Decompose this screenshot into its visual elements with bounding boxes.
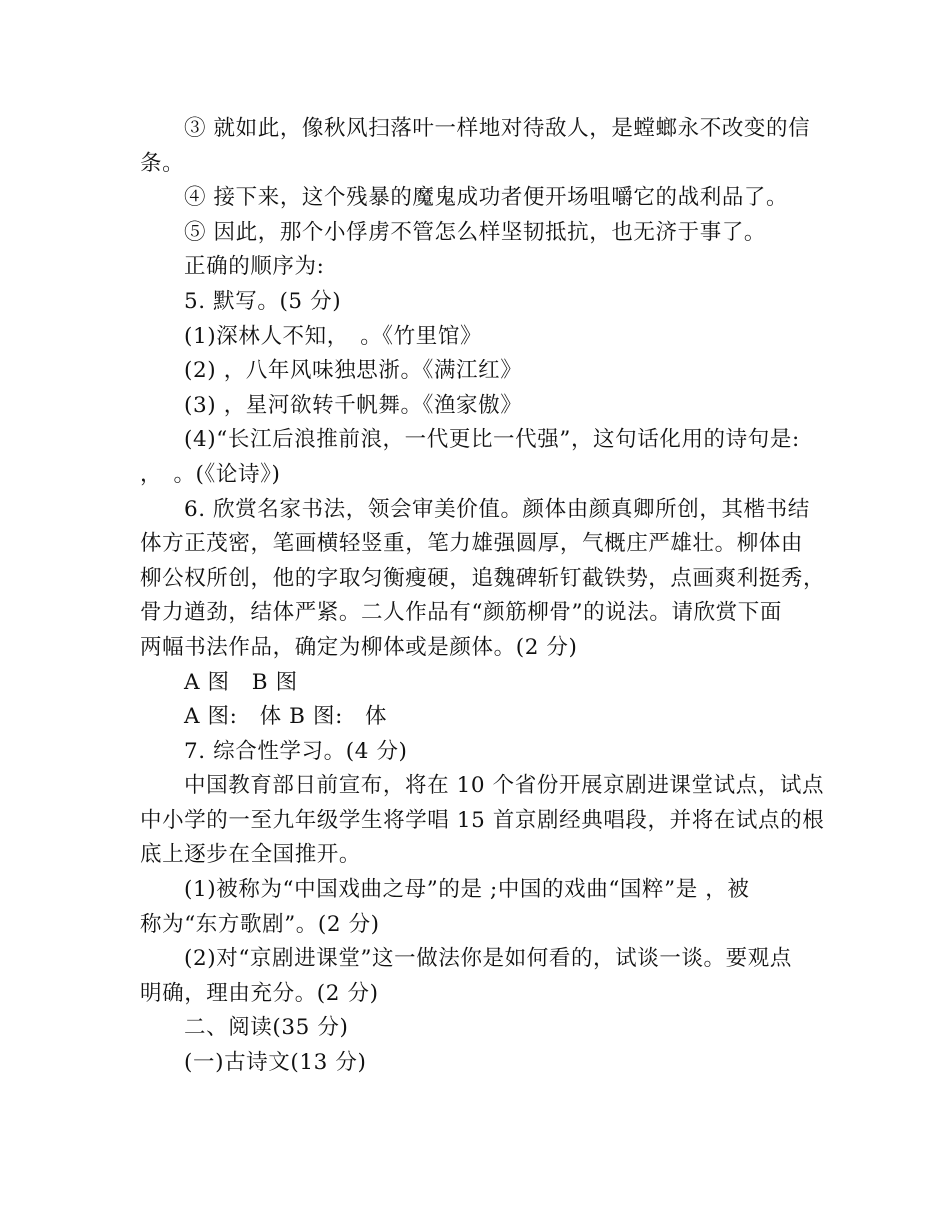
text-line: (2)对“京剧进课堂”这一做法你是如何看的，试谈一谈。要观点	[184, 946, 792, 972]
question-7-heading	[140, 735, 830, 770]
text-line: (4)“长江后浪推前浪，一代更比一代强”，这句话化用的诗句是:	[184, 427, 800, 453]
question-6-answer	[140, 700, 830, 735]
question-5-heading	[140, 285, 830, 320]
text-line: A 图: 体 B 图: 体	[184, 704, 388, 730]
order-prompt	[140, 250, 830, 285]
text-line: (一)古诗文(13 分)	[184, 1050, 367, 1076]
question-7-1	[140, 873, 830, 942]
paragraph-item-5	[140, 216, 830, 251]
question-5-3	[140, 389, 830, 424]
question-5-4	[140, 423, 830, 492]
text-line: (3) ，星河欲转千帆舞。《渔家傲》	[184, 392, 523, 418]
text-line: 条。	[140, 150, 185, 176]
text-line: 称为“东方歌剧”。(2 分)	[140, 911, 380, 937]
text-line: 中国教育部日前宣布，将在 10 个省份开展京剧进课堂试点，试点	[184, 773, 825, 799]
text-line: 两幅书法作品，确定为柳体或是颜体。(2 分)	[140, 634, 578, 660]
text-line: 骨力遒劲，结体严紧。二人作品有“颜筋柳骨”的说法。请欣赏下面	[140, 600, 782, 626]
paragraph-item-4	[140, 181, 830, 216]
subsection-1-heading	[140, 1046, 830, 1081]
text-line: ， 。(《论诗》)	[140, 461, 281, 487]
question-5-1	[140, 320, 830, 355]
question-7-2	[140, 942, 830, 1011]
text-line: (1)被称为“中国戏曲之母”的是 ;中国的戏曲“国粹”是 ，被	[184, 877, 750, 903]
question-6	[140, 493, 830, 666]
text-line: ⑤ 因此，那个小俘虏不管怎么样坚韧抵抗，也无济于事了。	[184, 219, 767, 245]
figure-labels	[140, 666, 830, 701]
section-2-heading	[140, 1011, 830, 1046]
text-line: 体方正茂密，笔画横轻竖重，笔力雄强圆厚，气概庄严雄壮。柳体由	[140, 531, 804, 557]
question-7-passage	[140, 769, 830, 873]
document-page	[140, 112, 830, 1081]
paragraph-item-3	[140, 112, 830, 181]
text-line: ④ 接下来，这个残暴的魔鬼成功者便开场咀嚼它的战利品了。	[184, 185, 789, 211]
text-line: A 图 B 图	[184, 669, 298, 695]
text-line: 正确的顺序为:	[184, 254, 325, 280]
text-line: 二、阅读(35 分)	[184, 1015, 349, 1041]
text-line: 明确，理由充分。(2 分)	[140, 980, 379, 1006]
text-line: 5. 默写。(5 分)	[184, 288, 342, 314]
text-line: 6. 欣赏名家书法，领会审美价值。颜体由颜真卿所创，其楷书结	[184, 496, 810, 522]
text-line: 7. 综合性学习。(4 分)	[184, 738, 408, 764]
text-line: 柳公权所创，他的字取匀衡瘦硬，追魏碑斩钉截铁势，点画爽利挺秀，	[140, 565, 826, 591]
text-line: ③ 就如此，像秋风扫落叶一样地对待敌人，是螳螂永不改变的信	[184, 116, 811, 141]
text-line: 中小学的一至九年级学生将学唱 15 首京剧经典唱段，并将在试点的根	[140, 807, 825, 833]
question-5-2	[140, 354, 830, 389]
text-line: (1)深林人不知， 。《竹里馆》	[184, 323, 483, 349]
text-line: 底上逐步在全国推开。	[140, 842, 362, 868]
text-line: (2) ，八年风味独思浙。《满江红》	[184, 358, 523, 384]
